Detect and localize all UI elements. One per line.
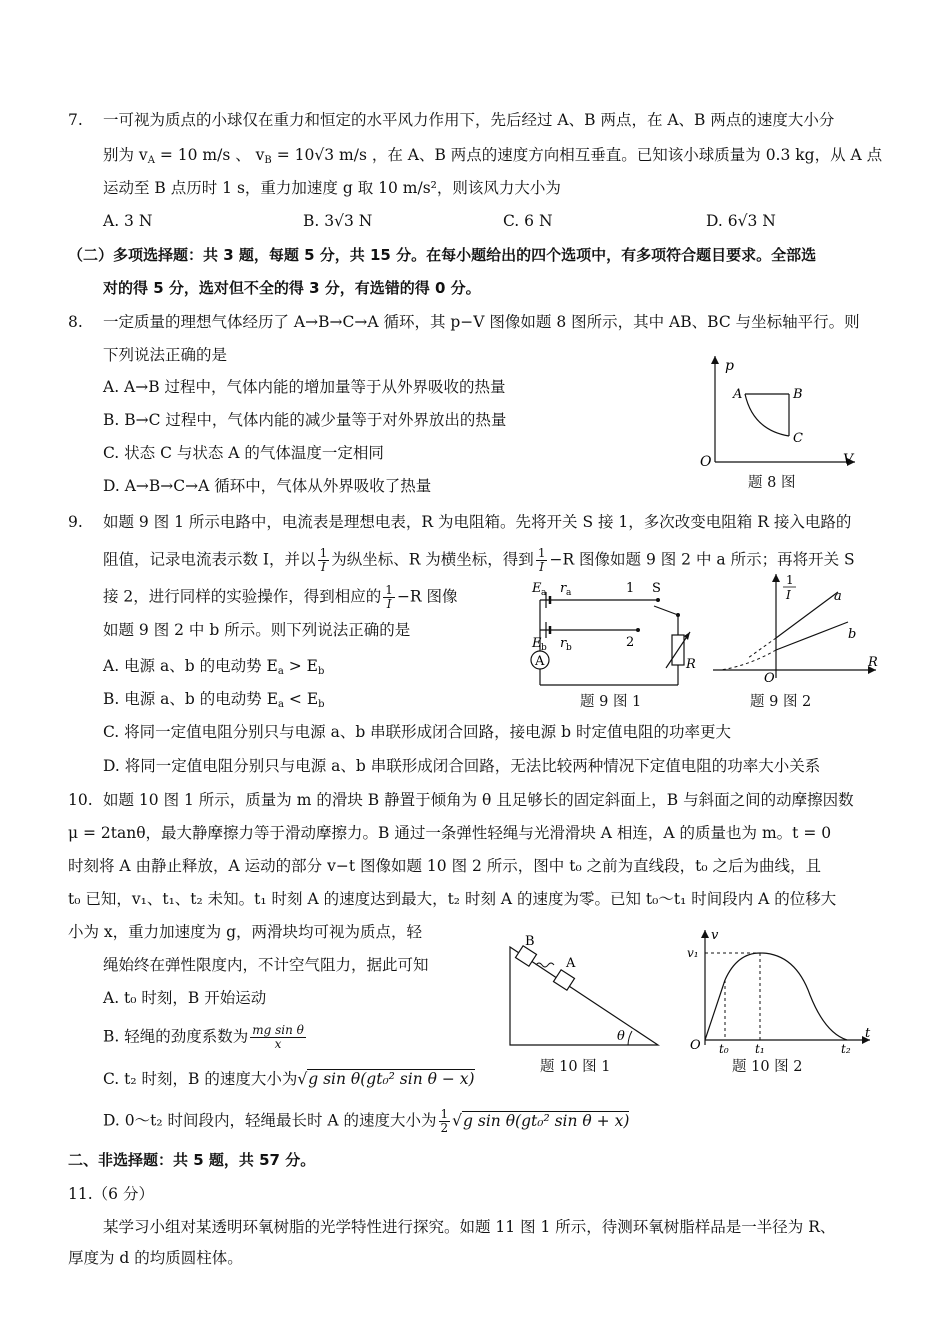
q9-emf-b: E <box>532 636 542 651</box>
q10-stem-line4: t₀ 已知，v₁、t₁、t₂ 未知。t₁ 时刻 A 的速度达到最大，t₂ 时刻 A 的速度为零。已知 t₀～t₁ 时间段内 A 的位移大 <box>68 890 837 908</box>
q9-option-c: C. 将同一定值电阻分别只与电源 a、b 串联形成闭合回路，接电源 b 时定值电阻的功率更大 <box>103 723 731 741</box>
q9-emf-b-sub: b <box>541 643 547 653</box>
section2-heading-line1: （二）多项选择题：共 3 题，每题 5 分，共 15 分。在每小题给出的四个选项中，有多项符合题目要求。全部选 <box>68 246 817 264</box>
q9-graph-origin: O <box>764 671 775 685</box>
q10-stem-line1: 如题 10 图 1 所示，质量为 m 的滑块 B 静置于倾角为 θ 且足够长的固定斜面上，B 与斜面之间的动摩擦因数 <box>103 791 854 809</box>
q8-stem-line1: 一定质量的理想气体经历了 A→B→C→A 循环，其 p−V 图像如题 8 图所示，其中 AB、BC 与坐标轴平行。则 <box>103 313 860 331</box>
q9-figure1-caption: 题 9 图 1 <box>580 694 642 710</box>
q7-option-d: D. 6√3 N <box>706 212 776 230</box>
q8-point-a: A <box>733 387 743 402</box>
q10-vt-t0: t₀ <box>719 1042 729 1055</box>
q8-stem-line2: 下列说法正确的是 <box>103 346 228 364</box>
q9-figure2-caption: 题 9 图 2 <box>750 694 812 710</box>
q9-ammeter-label: A <box>535 654 545 669</box>
q8-axis-p: p <box>725 358 734 374</box>
q9-number: 9. <box>68 513 83 531</box>
q9-switch-pos-1: 1 <box>626 581 635 596</box>
q9-switch-pos-2: 2 <box>626 635 635 650</box>
q10-vt-figure <box>685 925 875 1055</box>
q10-option-b: B. 轻绳的劲度系数为 $\frac{\text{mg sin θ}}{x}$ <box>103 1023 304 1051</box>
q8-point-b: B <box>793 387 803 402</box>
q9-line-a-label: a <box>834 589 842 604</box>
q10-block-a-label: A <box>566 956 576 971</box>
q7-option-c: C. 6 N <box>503 212 553 230</box>
q7-option-a: A. 3 N <box>103 212 153 230</box>
q11-stem-line2: 厚度为 d 的均质圆柱体。 <box>68 1249 243 1267</box>
q9-res-a: r <box>560 581 567 596</box>
q9-res-b-sub: b <box>566 643 572 653</box>
q8-figure-caption: 题 8 图 <box>748 475 796 491</box>
q9-stem-line3: 接 2，进行同样的实验操作，得到相应的 $\frac{1}{I}$ −R 图像 <box>103 583 458 611</box>
q10-number: 10. <box>68 791 93 809</box>
q8-number: 8. <box>68 313 83 331</box>
q11-stem-line1: 某学习小组对某透明环氧树脂的光学特性进行探究。如题 11 图 1 所示，待测环氧树脂样品是一半径为 R、 <box>103 1218 836 1236</box>
q10-stem-line5: 小为 x，重力加速度为 g，两滑块均可视为质点，轻 <box>68 923 423 941</box>
q9-stem-line4: 如题 9 图 2 中 b 所示。则下列说法正确的是 <box>103 621 411 639</box>
q9-stem-line2: 阻值，记录电流表示数 I，并以 $\frac{1}{I}$ 为纵坐标、R 为横坐标，得到 $\frac{1}{I}$ −R 图像如题 9 图 2 中 a 所示；再将开关 S <box>103 546 855 574</box>
q11-number: 11.（6 分） <box>68 1185 154 1203</box>
q9-graph-y-den: I <box>786 588 791 602</box>
q8-pv-figure <box>695 350 865 470</box>
q9-option-a: A. 电源 a、b 的电动势 $E_a > E_b$ <box>103 657 325 677</box>
q10-figure1-caption: 题 10 图 1 <box>540 1059 611 1075</box>
q10-stem-line2: μ = 2tanθ，最大静摩擦力等于滑动摩擦力。B 通过一条弹性轻绳与光滑滑块 A 相连，A 的质量也为 m。t = 0 <box>68 824 832 842</box>
q8-point-c: C <box>793 431 803 446</box>
q9-emf-a: E <box>532 581 542 596</box>
q10-option-c: C. t₂ 时刻，B 的速度大小为√g sin θ(gt₀² sin θ − x) <box>103 1070 475 1088</box>
q7-stem-line3: 运动至 B 点历时 1 s，重力加速度 g 取 10 m/s²，则该风力大小为 <box>103 179 561 197</box>
q8-option-a: A. A→B 过程中，气体内能的增加量等于从外界吸收的热量 <box>103 378 506 396</box>
q10-incline-figure <box>500 935 670 1050</box>
q10-option-d: D. 0～t₂ 时间段内，轻绳最长时 A 的速度大小为 $\frac{1}{2}$ √g sin θ(gt₀² sin θ + x) <box>103 1107 630 1135</box>
q7-number: 7. <box>68 111 83 129</box>
q7-stem-line2: 别为 $v_A = 10$ m/s 、 $v_B = 10√3$ m/s ，在 A、B 两点的速度方向相互垂直。已知该小球质量为 0.3 kg，从 A 点 <box>103 146 883 166</box>
q10-vt-axis-t: t <box>865 1026 871 1041</box>
q10-option-a: A. t₀ 时刻，B 开始运动 <box>103 989 267 1007</box>
q9-graph-y-num: 1 <box>786 573 794 587</box>
q10-vt-v1: v₁ <box>687 946 699 960</box>
q9-option-d: D. 将同一定值电阻分别只与电源 a、b 串联形成闭合回路，无法比较两种情况下定值电阻的功率大小关系 <box>103 757 821 775</box>
q10-block-b-label: B <box>525 935 535 949</box>
q7-stem-line1: 一可视为质点的小球仅在重力和恒定的水平风力作用下，先后经过 A、B 两点，在 A、B 两点的速度大小分 <box>103 111 835 129</box>
q8-option-b: B. B→C 过程中，气体内能的减少量等于对外界放出的热量 <box>103 411 507 429</box>
q8-option-c: C. 状态 C 与状态 A 的气体温度一定相同 <box>103 444 384 462</box>
q8-option-d: D. A→B→C→A 循环中，气体从外界吸收了热量 <box>103 477 432 495</box>
q10-figure2-caption: 题 10 图 2 <box>732 1059 803 1075</box>
q10-stem-line3: 时刻将 A 由静止释放，A 运动的部分 v−t 图像如题 10 图 2 所示，图中 t₀ 之前为直线段，t₀ 之后为曲线，且 <box>68 857 821 875</box>
q9-graph-x-axis: R <box>868 655 878 670</box>
q9-resistor-label: R <box>686 657 696 672</box>
q9-option-b: B. 电源 a、b 的电动势 $E_a < E_b$ <box>103 690 325 710</box>
part2-heading: 二、非选择题：共 5 题，共 57 分。 <box>68 1151 316 1169</box>
q9-res-b: r <box>560 636 567 651</box>
q9-emf-a-sub: a <box>541 588 547 598</box>
q10-angle-label: θ <box>617 1029 625 1044</box>
q9-circuit-figure <box>520 570 700 690</box>
q10-vt-origin: O <box>690 1038 701 1053</box>
q9-graph-figure <box>708 570 883 685</box>
q9-switch-label: S <box>652 581 661 596</box>
q10-stem-line6: 绳始终在弹性限度内，不计空气阻力，据此可知 <box>103 956 429 974</box>
q9-res-a-sub: a <box>566 588 572 598</box>
q10-vt-t1: t₁ <box>755 1042 765 1055</box>
q10-vt-axis-v: v <box>711 928 719 943</box>
q8-origin: O <box>700 454 712 470</box>
q10-vt-t2: t₂ <box>841 1042 851 1055</box>
q9-stem-line1: 如题 9 图 1 所示电路中，电流表是理想电表，R 为电阻箱。先将开关 S 接 1，多次改变电阻箱 R 接入电路的 <box>103 513 852 531</box>
q9-line-b-label: b <box>848 627 857 642</box>
q8-axis-v: V <box>843 452 854 468</box>
q7-option-b: B. 3√3 N <box>303 212 373 230</box>
section2-heading-line2: 对的得 5 分，选对但不全的得 3 分，有选错的得 0 分。 <box>103 279 481 297</box>
